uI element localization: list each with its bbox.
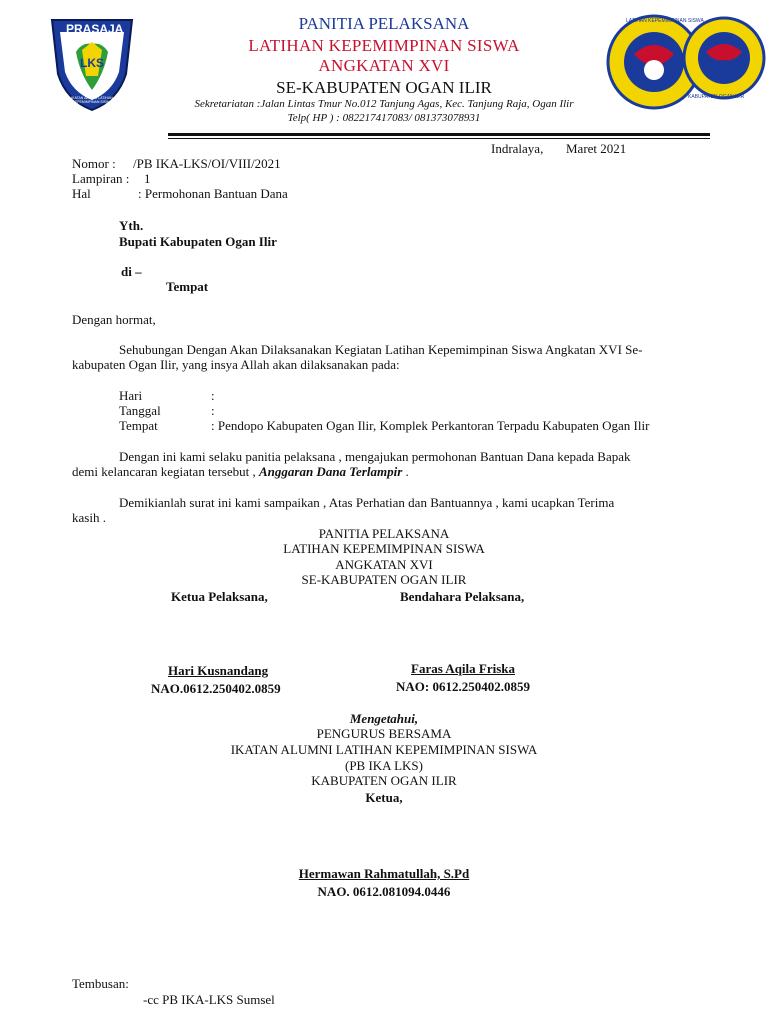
detail-hari-value: : [211,388,215,403]
batch-title: ANGKATAN XVI [318,56,450,75]
cc-label: Tembusan: [72,976,129,991]
para2-line2-a: demi kelancaran kegiatan tersebut , [72,464,256,479]
para2-line2 [72,464,409,479]
para2-line1: Dengan ini kami selaku panitia pelaksana , mengajukan permohonan Bantuan Dana kepada Bapak [119,449,631,464]
logo-right-text-ring-bottom: KABUPATEN OGAN ILIR [688,94,745,100]
letter-place: Indralaya, [491,141,544,156]
para2-line2-c: . [405,464,409,479]
logo-left-text-center: LKS [80,56,104,70]
approval-line-1: PENGURUS BERSAMA [316,726,452,741]
recipient-di: di – [121,264,142,279]
para1-line2: kabupaten Ogan Ilir, yang insya Allah akan dilaksanakan pada: [72,357,400,372]
lampiran-label: Lampiran : [72,171,130,186]
event-title: LATIHAN KEPEMIMPINAN SISWA [248,36,520,55]
recipient-yth: Yth. [119,218,144,233]
para2-line2-b: Anggaran Dana Terlampir [258,464,403,479]
logo-left-text-top: PRASAJA [66,22,124,36]
recipient-name: Bupati Kabupaten Ogan Ilir [119,234,277,249]
detail-tanggal-label: Tanggal [119,403,161,418]
header-rule-thick [168,133,710,136]
detail-hari-label: Hari [119,388,143,403]
committee-line-2: LATIHAN KEPEMIMPINAN SISWA [283,541,485,556]
committee-line-3: ANGKATAN XVI [335,557,433,572]
approval-line-3: (PB IKA LKS) [344,758,423,773]
cc-item: -cc PB IKA-LKS Sumsel [143,992,275,1007]
greeting: Dengan hormat, [72,312,156,327]
para3-line1: Demikianlah surat ini kami sampaikan , Atas Perhatian dan Bantuannya , kami ucapkan Terima [119,495,615,510]
phone-numbers: Telp( HP ) : 082217417083/ 081373078931 [287,112,481,124]
left-signer-name: Hari Kusnandang [168,663,269,678]
secretariat-address: Sekretariatan :Jalan Lintas Tmur No.012 Tanjung Agas, Kec. Tanjung Raja, Ogan Ilir [194,98,574,110]
committee-line-4: SE-KABUPATEN OGAN ILIR [301,572,467,587]
approval-role: Ketua, [365,790,403,805]
hal-label: Hal [72,186,91,201]
right-signer-nao: NAO: 0612.250402.0859 [396,679,530,694]
approval-signer-name-text: Hermawan Rahmatullah, S.Pd [298,866,470,881]
nomor-value: /PB IKA-LKS/OI/VIII/2021 [133,156,281,171]
approval-line-2: IKATAN ALUMNI LATIHAN KEPEMIMPINAN SISWA [230,742,538,757]
approval-line-4: KABUPATEN OGAN ILIR [311,773,457,788]
approval-signer-nao: NAO. 0612.081094.0446 [317,884,451,899]
mengetahui-label: Mengetahui, [349,711,419,726]
detail-tempat-value: : Pendopo Kabupaten Ogan Ilir, Komplek Perkantoran Terpadu Kabupaten Ogan Ilir [211,418,650,433]
para3-line2: kasih . [72,510,106,525]
org-title: PANITIA PELAKSANA [298,14,470,33]
letter-date: Maret 2021 [566,141,627,156]
approval-signer-name [0,866,768,881]
left-role: Ketua Pelaksana, [171,589,268,604]
left-signer-nao: NAO.0612.250402.0859 [151,681,281,696]
header-rule-thin [168,138,710,139]
region-title: SE-KABUPATEN OGAN ILIR [276,78,492,97]
right-role: Bendahara Pelaksana, [400,589,525,604]
logo-right-text-ring-top: LATIHAN KEPEMIMPINAN SISWA [626,18,704,24]
logo-left-text-ring: IKATAN ALUMNI LATIHAN KEPEMIMPINAN SISWA [71,96,113,104]
nomor-label: Nomor : [72,156,116,171]
lampiran-value: 1 [144,171,151,186]
detail-tanggal-value: : [211,403,215,418]
recipient-tempat: Tempat [166,279,209,294]
committee-line-1: PANITIA PELAKSANA [318,526,450,541]
right-signer-name: Faras Aqila Friska [411,661,516,676]
detail-tempat-label: Tempat [119,418,158,433]
hal-value: : Permohonan Bantuan Dana [138,186,288,201]
para1-line1: Sehubungan Dengan Akan Dilaksanakan Kegiatan Latihan Kepemimpinan Siswa Angkatan XVI Se- [119,342,643,357]
